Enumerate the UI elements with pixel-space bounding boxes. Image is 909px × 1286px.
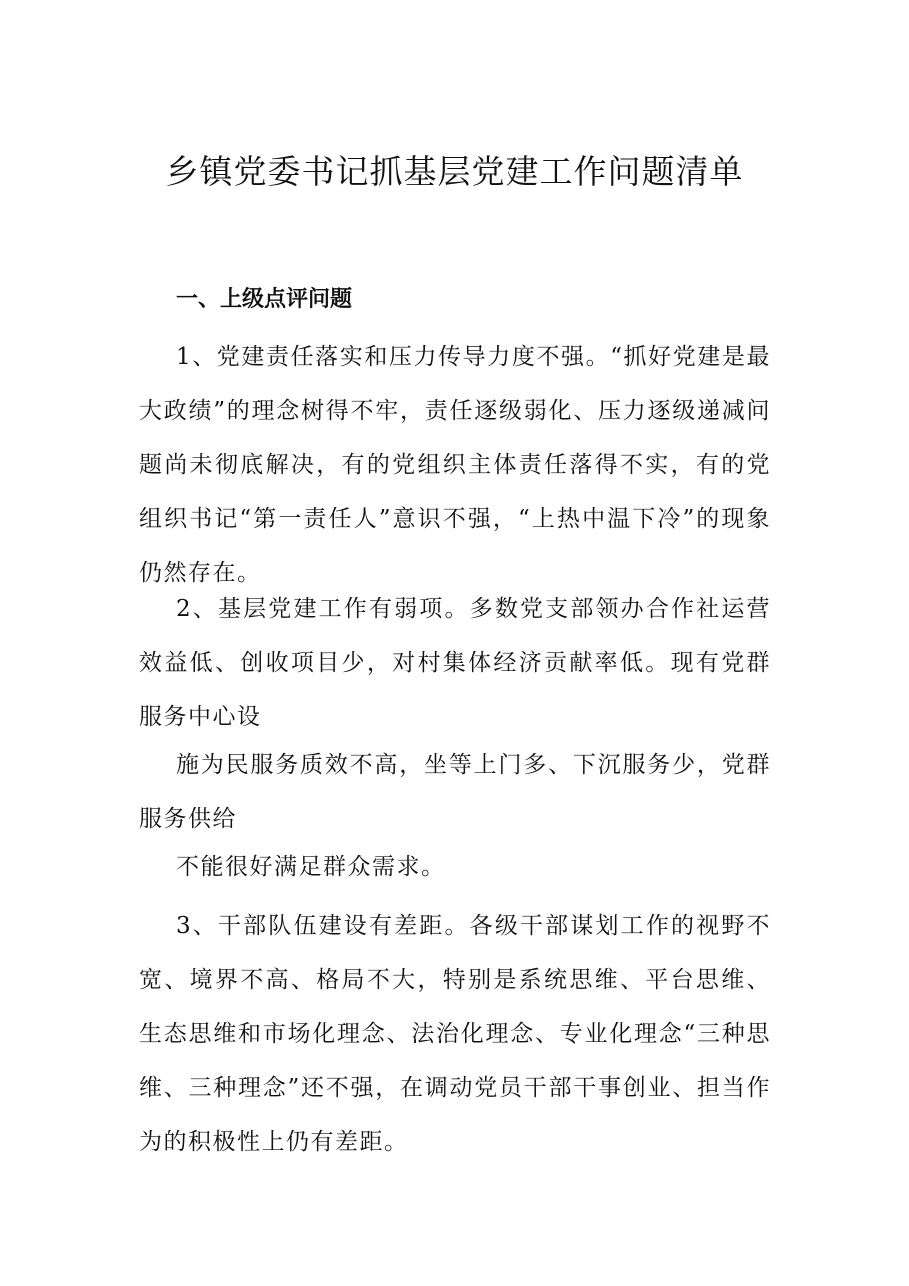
document-title: 乡镇党委书记抓基层党建工作问题清单 [165,152,744,191]
paragraph-2: 2、基层党建工作有弱项。多数党支部领办合作社运营效益低、创收项目少，对村集体经济贡献率低。现有党群服务中心设 [139,596,771,730]
section-heading: 一、上级点评问题 [176,287,353,312]
paragraph-5: 3、干部队伍建设有差距。各级干部谋划工作的视野不宽、境界不高、格局不大，特别是系统思维、平台思维、生态思维和市场化理念、法治化理念、专业化理念“三种思维、三种理念”还不强，在调动党员干部干事创业、担当作为的积极性上仍有差距。 [139,913,771,1155]
paragraph-3: 施为民服务质效不高，坐等上门多、下沉服务少，党群服务供给 [139,752,771,832]
paragraph-1: 1、党建责任落实和压力传导力度不强。“抓好党建是最大政绩”的理念树得不牢，责任逐级弱化、压力逐级递减问题尚未彻底解决，有的党组织主体责任落得不实，有的党组织书记“第一责任人”意识不强，“上热中温下冷”的现象仍然存在。 [139,344,771,586]
paragraph-4: 不能很好满足群众需求。 [176,854,446,880]
